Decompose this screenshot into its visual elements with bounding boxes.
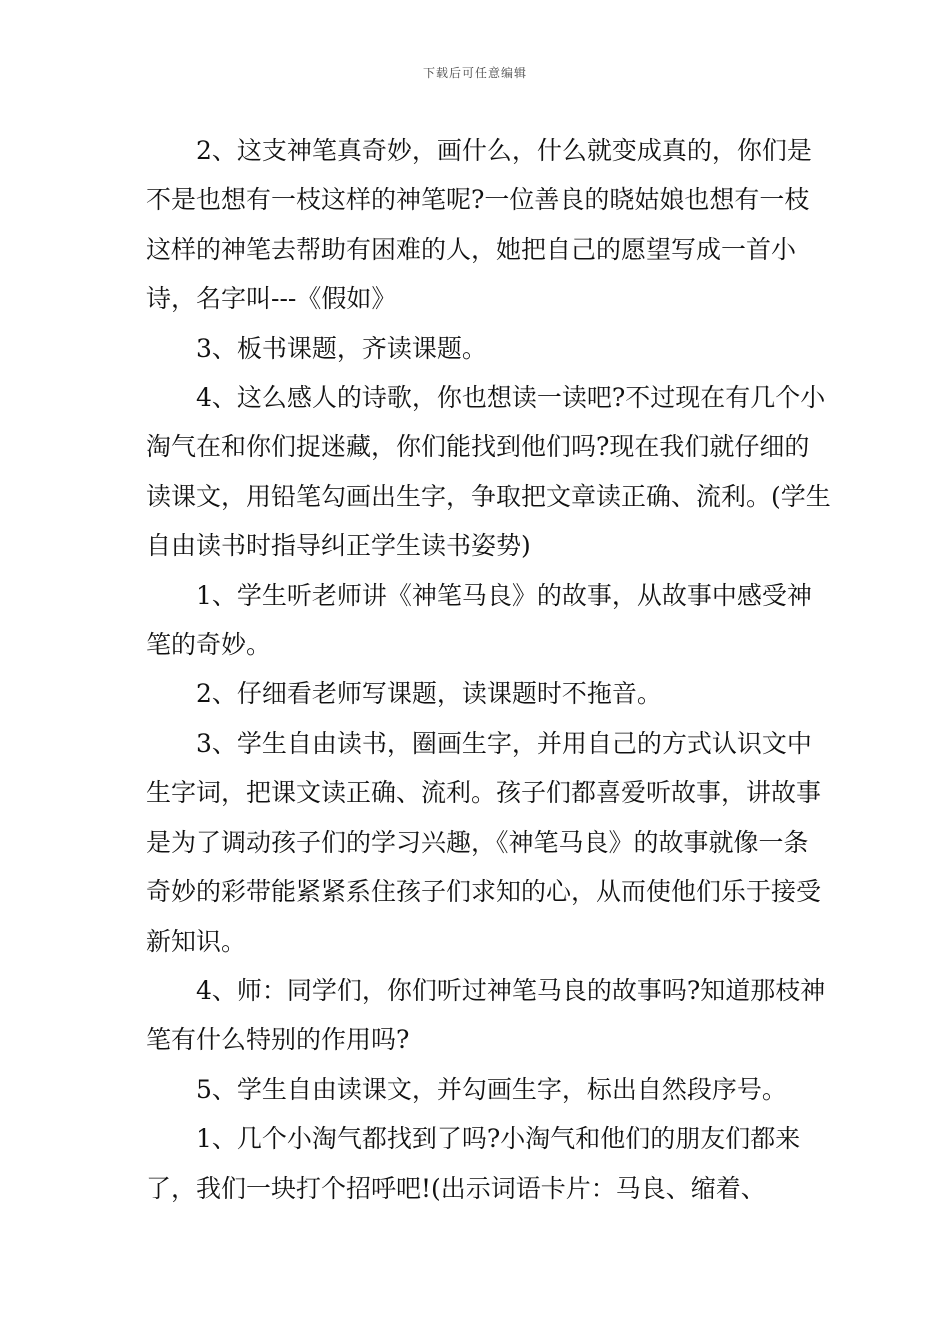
paragraph: 4、这么感人的诗歌，你也想读一读吧?不过现在有几个小淘气在和你们捉迷藏，你们能找到他们吗?现在我们就仔细的读课文，用铅笔勾画出生字，争取把文章读正确、流利。(学生自由读书时指导纠正学生读书姿势) — [146, 383, 831, 561]
paragraph: 3、板书课题，齐读课题。 — [196, 333, 487, 363]
paragraph: 5、学生自由读课文，并勾画生字，标出自然段序号。 — [196, 1074, 787, 1104]
paragraph: 4、师：同学们，你们听过神笔马良的故事吗?知道那枝神笔有什么特别的作用吗? — [146, 975, 826, 1055]
paragraph: 2、仔细看老师写课题，读课题时不拖音。 — [196, 679, 662, 709]
paragraph: 1、学生听老师讲《神笔马良》的故事，从故事中感受神笔的奇妙。 — [146, 580, 812, 660]
page-header: 下载后可任意编辑 — [422, 66, 527, 80]
paragraph: 1、几个小淘气都找到了吗?小淘气和他们的朋友们都来了，我们一块打个招呼吧!(出示词语卡片：马良、缩着、 — [146, 1124, 801, 1203]
document-body — [146, 126, 831, 1213]
paragraph: 3、学生自由读书，圈画生字，并用自己的方式认识文中生字词，把课文读正确、流利。孩子们都喜爱听故事，讲故事是为了调动孩子们的学习兴趣，《神笔马良》的故事就像一条奇妙的彩带能紧紧系住孩子们求知的心，从而使他们乐于接受新知识。 — [146, 728, 822, 956]
paragraph: 2、这支神笔真奇妙，画什么，什么就变成真的，你们是不是也想有一枝这样的神笔呢?一位善良的晓姑娘也想有一枝这样的神笔去帮助有困难的人，她把自己的愿望写成一首小诗，名字叫---《假如》 — [146, 136, 812, 314]
